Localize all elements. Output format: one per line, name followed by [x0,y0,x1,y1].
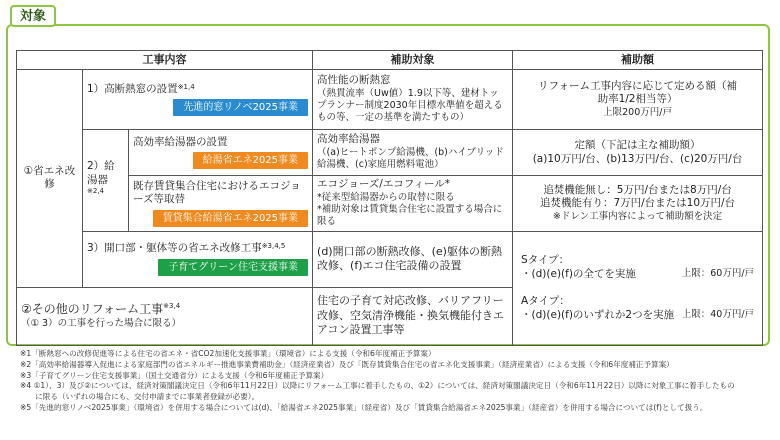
badge-window-renovation: 先進的窓リノベ2025事業 [173,99,308,116]
category-energy-renovation: ①省エネ改修 [17,70,83,288]
row-openings-target: (d)開口部の断熱改修、(e)躯体の断熱改修、(f)エコ住宅設備の設置 [313,231,513,287]
row-other-reform-item: ②その他のリフォーム工事$^{※3,4}$ （① 3）の工事を行った場合に限る） [17,287,313,345]
row-water-heater-label: 2）給湯器 $^{※2,4}$ [83,130,129,232]
row-water-heater-b-target: エコジョーズ/エコフィール* *従来型給湯器からの取替に限る *補助対象は賃貸集合住宅に設置する場合に限る [313,176,513,232]
footnotes [20,349,770,414]
row-water-heater-a-item: 高効率給湯器の設置 給湯省エネ2025事業 [129,130,313,176]
footnote: ※1「断熱窓への改修促進等による住宅の省エネ・省CO2加速化支援事業」（環境省）による支援（令和6年度補正予算案） [20,349,436,358]
footnote: ※3「子育てグリーン住宅支援事業」（国土交通省分）による支援（令和6年度補正予算案） [20,370,329,380]
section-tag: 対象 [10,5,56,27]
row-windows-amount: リフォーム工事内容に応じて定める額（補助率1/2相当等） 上限200万円/戸 [513,70,763,130]
row-openings-amount: Sタイプ： ・(d)(e)(f)の全てを実施 上限：60万円/戸 Aタイプ： ・(d)(e)(f)のいずれか2つを実施 上限：40万円/戸 [513,231,763,345]
row-openings-item: 3）開口部・躯体等の省エネ改修工事$^{※3,4,5}$ 子育てグリーン住宅支援事業 [83,231,313,287]
row-water-heater-a-target: 高効率給湯器 （(a)ヒートポンプ給湯機、(b)ハイブリッド給湯機、(c)家庭用燃料電池） [313,130,513,176]
badge-rental-water-heater: 賃貸集合給湯省エネ2025事業 [153,210,308,227]
row-water-heater-a-amount: 定額（下記は主な補助額） (a)10万円/台、(b)13万円/台、(c)20万円/台 [513,130,763,176]
footnote: ※4 ①1）、3）及び②については、経済対策閣議決定日（令和6年11月22日）以降にリフォーム工事に着手したもの、①2）については、経済対策閣議決定日（令和6年11月22日）以降に対象工事に着手したもの [20,381,735,391]
footnote: ※2「高効率給湯器導入促進による家庭部門の省エネルギー推進事業費補助金」（経済産業省）及び「既存賃貸集合住宅の省エネ化支援事業」（経済産業省）による支援（令和6年度補正予算案） [20,359,674,369]
header-target: 補助対象 [313,51,513,70]
badge-water-heater: 給湯省エネ2025事業 [193,152,308,169]
badge-child-green-housing: 子育てグリーン住宅支援事業 [158,259,308,276]
row-water-heater-b-item: 既存賃貸集合住宅におけるエコジョーズ等取替 賃貸集合給湯省エネ2025事業 [129,176,313,232]
row-windows-item: 1）高断熱窓の設置$^{※1,4}$ 先進的窓リノベ2025事業 [83,70,313,130]
row-windows-target: 高性能の断熱窓 （熱貫流率（Uw値）1.9以下等、建材トップランナー制度2030年目標水準値を超えるもの等、一定の基準を満たすもの） [313,70,513,130]
header-work: 工事内容 [17,51,313,70]
header-amount: 補助額 [513,51,763,70]
row-other-reform-target: 住宅の子育て対応改修、バリアフリー改修、空気清浄機能・換気機能付きエアコン設置工事等 [313,287,513,345]
subsidy-table [16,50,763,346]
footnote: に限る（いずれの場合にも、交付申請までに事業者登録が必要）。 [20,392,260,402]
footnote: ※5「先進的窓リノベ2025事業」（環境省）を併用する場合については(d)、「給湯省エネ2025事業」（経産省）及び「賃貸集合給湯省エネ2025事業」（経産省）を併用する場合については(f)として扱う。 [20,402,708,412]
row-water-heater-b-amount: 追焚機能無し：5万円/台または8万円/台 追焚機能有り：7万円/台または10万円/台 ※ドレン工事内容によって補助額を決定 [513,176,763,232]
